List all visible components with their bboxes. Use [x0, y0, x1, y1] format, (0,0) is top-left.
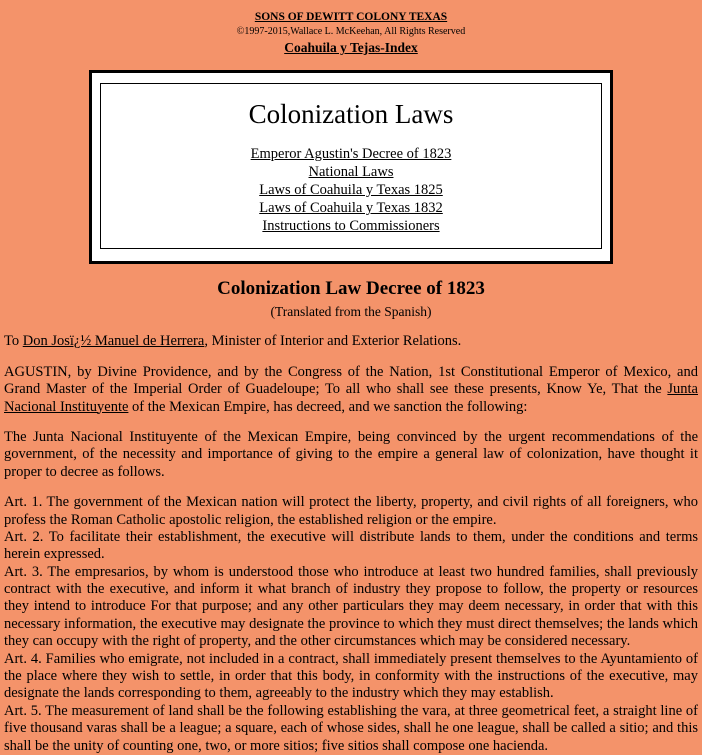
link-laws-coahuila-texas-1825[interactable]: Laws of Coahuila y Texas 1825	[259, 182, 443, 199]
article-1: Art. 1. The government of the Mexican nation will protect the liberty, property, and civil rights of all foreigners, who profess the Roman Catholic apostolic religion, the established religion or the empire.	[4, 494, 698, 528]
colonization-laws-box-inner	[100, 83, 602, 250]
decree-subtitle: (Translated from the Spanish)	[270, 304, 432, 320]
herrera-link[interactable]: Don Josï¿½ Manuel de Herrera	[22, 333, 205, 350]
site-title-link[interactable]: SONS OF DEWITT COLONY TEXAS	[254, 11, 448, 23]
decree-body	[2, 333, 700, 755]
salutation-prefix: To	[4, 333, 23, 350]
link-emperor-agustin-decree-1823[interactable]: Emperor Agustin's Decree of 1823	[250, 145, 452, 162]
coahuila-tejas-index-link[interactable]: Coahuila y Tejas-Index	[284, 40, 418, 56]
preamble-text-part2: of the Mexican Empire, has decreed, and we sanction the following:	[128, 398, 528, 415]
article-4: Art. 4. Families who emigrate, not included in a contract, shall immediately present themselves to the Ayuntamiento of the place where they wish to settle, in order that this body, in conformity with the instructions of the executive, may designate the lands corresponding to them, agreeably to the industry which they may establish.	[4, 650, 698, 702]
colonization-laws-title: Colonization Laws	[248, 98, 454, 129]
junta-nacional-instituyente-link[interactable]: Junta Nacional Instituyente	[4, 381, 698, 415]
link-national-laws[interactable]: National Laws	[308, 163, 394, 180]
link-laws-coahuila-texas-1832[interactable]: Laws of Coahuila y Texas 1832	[259, 200, 443, 217]
link-instructions-to-commissioners[interactable]: Instructions to Commissioners	[262, 218, 440, 235]
article-5: Art. 5. The measurement of land shall be the following establishing the vara, at three geometrical feet, a straight line of five thousand varas shall be a league; a square, each of whose sides, shall he one league, shall be called a sitio; and this shall be the unity of counting one, two, or more sitios; five sitios shall compose one hacienda.	[4, 702, 698, 754]
site-header	[2, 8, 700, 57]
junta-decree-paragraph: The Junta Nacional Instituyente of the Mexican Empire, being convinced by the urgent recommendations of the government, of the necessity and importance of giving to the empire a general law of colonization, have thought it proper to decree as follows.	[4, 428, 698, 480]
salutation-suffix: , Minister of Interior and Exterior Relations.	[204, 333, 462, 350]
preamble-text-part1: AGUSTIN, by Divine Providence, and by the Congress of the Nation, 1st Constitutional Emperor of Mexico, and Grand Master of the Imperial Order of Guadeloupe; To all who shall see these presents, Know Ye, That the	[4, 363, 698, 398]
decree-title: Colonization Law Decree of 1823	[217, 278, 485, 300]
salutation-paragraph	[4, 333, 698, 350]
preamble-paragraph	[4, 364, 698, 416]
article-3: Art. 3. The empresarios, by whom is understood those who introduce at least two hundred families, shall previously contract with the executive, and inform it what branch of industry they propose to follow, the property or resources they intend to introduce For that purpose; and any other particulars they may deem necessary, in order that with this necessary information, the executive may designate the province to which they must direct themselves; the lands which they can occupy with the right of property, and the other circumstances which may be considered necessary.	[4, 563, 698, 650]
copyright-notice: ©1997-2015,Wallace L. McKeehan, All Rights Reserved	[236, 25, 466, 37]
colonization-laws-box	[89, 70, 613, 265]
article-2: Art. 2. To facilitate their establishment, the executive will distribute lands to them, under the conditions and terms herein expressed.	[4, 528, 698, 563]
